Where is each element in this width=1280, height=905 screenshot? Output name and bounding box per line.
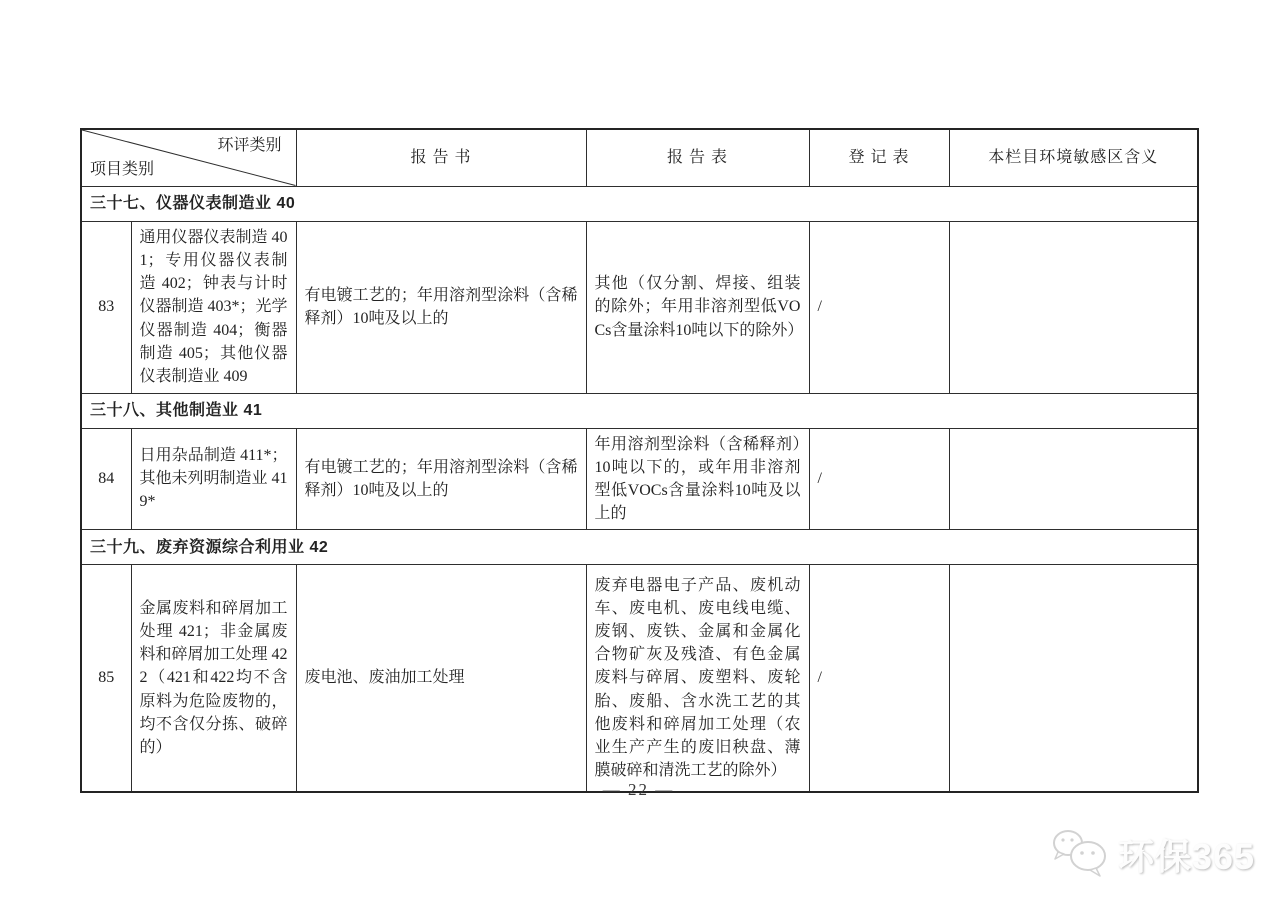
eia-category-table [80,128,1199,793]
row-83-registration: / [809,221,949,393]
header-corner-cell [81,129,296,186]
row-85-registration: / [809,565,949,792]
row-83-report-form: 其他（仅分割、焊接、组装的除外；年用非溶剂型低VOCs含量涂料10吨以下的除外） [586,221,809,393]
row-85-report-form: 废弃电器电子产品、废机动车、废电机、废电线电缆、废钢、废铁、金属和金属化合物矿灰及残渣、有色金属废料与碎屑、废塑料、废轮胎、废船、含水洗工艺的其他废料和碎屑加工处理（农业生产产生的废旧秧盘、薄膜破碎和清洗工艺的除外） [586,565,809,792]
row-85-sensitive-meaning [949,565,1198,792]
header-sensitive-meaning: 本栏目环境敏感区含义 [949,129,1198,186]
header-report-book: 报 告 书 [296,129,586,186]
watermark-logo [1048,828,1255,880]
section-row-37 [81,186,1198,221]
row-85-number: 85 [81,565,131,792]
table-row-84 [81,428,1198,530]
row-84-number: 84 [81,428,131,530]
table-row-85 [81,565,1198,792]
table-row-83 [81,221,1198,393]
header-registration-form: 登 记 表 [809,129,949,186]
section-title-37: 三十七、仪器仪表制造业 40 [81,186,1198,221]
row-83-category: 通用仪器仪表制造 401；专用仪器仪表制造 402；钟表与计时仪器制造 403*；光学仪器制造 404；衡器制造 405；其他仪器仪表制造业 409 [131,221,296,393]
row-84-category: 日用杂品制造 411*；其他未列明制造业 419* [131,428,296,530]
header-eia-category-label: 环评类别 [217,137,282,154]
row-84-registration: / [809,428,949,530]
table-header-row [81,129,1198,186]
row-83-sensitive-meaning [949,221,1198,393]
watermark-text: 环保365 [1118,835,1256,877]
section-title-38: 三十八、其他制造业 41 [81,393,1198,428]
header-corner-inner [82,130,296,186]
row-83-report-book: 有电镀工艺的；年用溶剂型涂料（含稀释剂）10吨及以上的 [296,221,586,393]
header-report-form: 报 告 表 [586,129,809,186]
page-number: — 22 — [602,780,675,799]
header-project-category-label: 项目类别 [90,161,155,179]
row-84-report-book: 有电镀工艺的；年用溶剂型涂料（含稀释剂）10吨及以上的 [296,428,586,530]
section-row-39 [81,530,1198,565]
section-title-39: 三十九、废弃资源综合利用业 42 [81,530,1198,565]
row-85-report-book: 废电池、废油加工处理 [296,565,586,792]
row-85-category: 金属废料和碎屑加工处理 421；非金属废料和碎屑加工处理 422（421和422均不含原料为危险废物的，均不含仅分拣、破碎的） [131,565,296,792]
chat-bubbles-icon [1048,828,1112,880]
row-84-report-form: 年用溶剂型涂料（含稀释剂）10吨以下的，或年用非溶剂型低VOCs含量涂料10吨及以上的 [586,428,809,530]
section-row-38 [81,393,1198,428]
row-83-number: 83 [81,221,131,393]
row-84-sensitive-meaning [949,428,1198,530]
